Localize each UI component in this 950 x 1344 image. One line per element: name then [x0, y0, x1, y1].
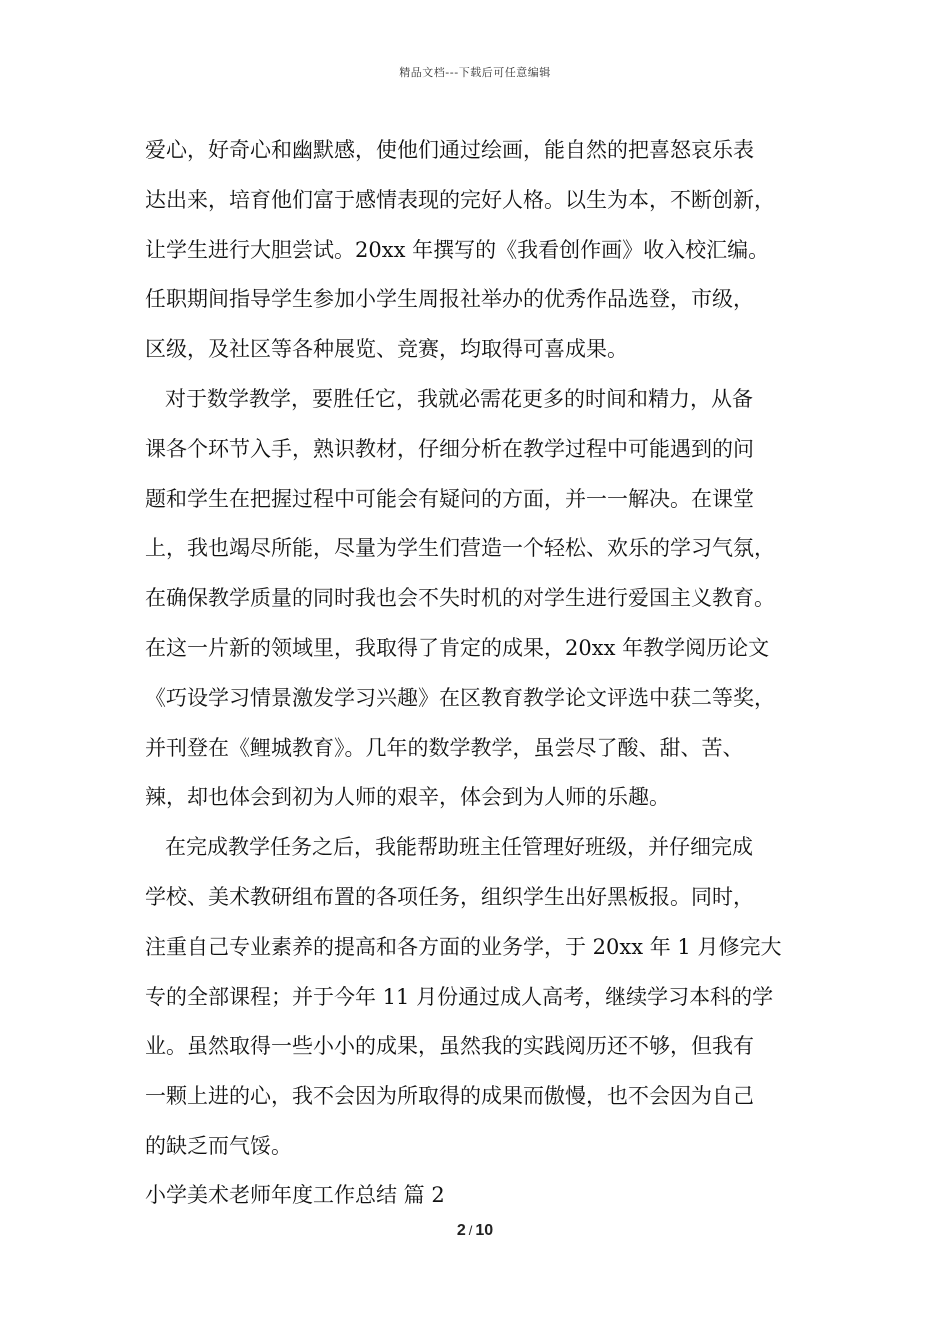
body-text: [145, 126, 825, 1172]
text-line: 任职期间指导学生参加小学生周报社举办的优秀作品选登，市级，: [145, 287, 754, 312]
text-line: 业。虽然取得一些小小的成果，虽然我的实践阅历还不够，但我有: [145, 1034, 754, 1059]
text-line: 题和学生在把握过程中可能会有疑问的方面，并一一解决。在课堂: [145, 486, 754, 511]
text-line: 让学生进行大胆尝试。20xx 年撰写的《我看创作画》收入校汇编。: [145, 237, 770, 262]
text-line: 在确保教学质量的同时我也会不失时机的对学生进行爱国主义教育。: [145, 586, 775, 611]
page-current: 2: [456, 1222, 466, 1239]
page-number: [0, 1222, 950, 1240]
text-line: 学校、美术教研组布置的各项任务，组织学生出好黑板报。同时，: [145, 884, 754, 909]
text-line: 并刊登在《鲤城教育》。几年的数学教学，虽尝尽了酸、甜、苦、: [145, 735, 744, 760]
text-line: 达出来，培育他们富于感情表现的完好人格。以生为本，不断创新，: [145, 187, 775, 212]
text-line: 在这一片新的领域里，我取得了肯定的成果，20xx 年教学阅历论文: [145, 635, 770, 660]
text-line: 《巧设学习情景激发学习兴趣》在区教育教学论文评选中获二等奖，: [145, 685, 775, 710]
text-line: 对于数学教学，要胜任它，我就必需花更多的时间和精力，从备: [145, 386, 754, 411]
text-line: 在完成教学任务之后，我能帮助班主任管理好班级，并仔细完成: [145, 835, 754, 860]
text-line: 课各个环节入手，熟识教材，仔细分析在教学过程中可能遇到的问: [145, 436, 754, 461]
section-title: 小学美术老师年度工作总结 篇 2: [145, 1183, 445, 1207]
text-line: 专的全部课程；并于今年 11 月份通过成人高考，继续学习本科的学: [145, 984, 774, 1009]
text-line: 的缺乏而气馁。: [145, 1133, 292, 1158]
text-line: 上，我也竭尽所能，尽量为学生们营造一个轻松、欢乐的学习气氛，: [145, 536, 775, 561]
page-header: 精品文档---下载后可任意编辑: [399, 66, 551, 79]
text-line: 一颗上进的心，我不会因为所取得的成果而傲慢，也不会因为自己: [145, 1084, 754, 1109]
text-line: 辣，却也体会到初为人师的艰辛，体会到为人师的乐趣。: [145, 785, 670, 810]
text-line: 区级，及社区等各种展览、竞赛，均取得可喜成果。: [145, 337, 628, 362]
text-line: 注重自己专业素养的提高和各方面的业务学，于 20xx 年 1 月修完大: [145, 934, 782, 959]
page-total: 10: [475, 1222, 494, 1239]
text-line: 爱心，好奇心和幽默感，使他们通过绘画，能自然的把喜怒哀乐表: [145, 138, 754, 162]
page-separator: /: [468, 1223, 473, 1238]
